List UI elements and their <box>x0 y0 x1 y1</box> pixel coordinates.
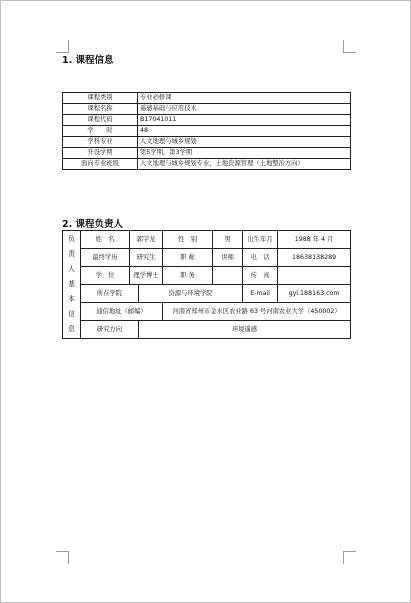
gender-value: 男 <box>213 231 243 249</box>
course-info-label: 课程名称 <box>63 104 138 115</box>
course-info-label: 学 时 <box>63 126 138 137</box>
college-value: 资源与环境学院 <box>139 285 243 303</box>
xuewei-value: 理学博士 <box>130 267 163 285</box>
course-info-value: B17041011 <box>138 115 351 126</box>
course-info-value: 人文地理与城乡规划 <box>138 137 351 148</box>
crop-mark-bottom-left <box>56 551 69 564</box>
course-info-row <box>63 148 351 159</box>
phone-label: 电 话 <box>243 249 278 267</box>
course-info-label: 学科专业 <box>63 137 138 148</box>
course-info-value: 遥感基础与应用技术 <box>138 104 351 115</box>
instructor-info-table <box>62 230 351 339</box>
xuewei-label: 学 位 <box>81 267 130 285</box>
crop-mark-top-right <box>343 40 356 53</box>
course-info-row <box>63 137 351 148</box>
course-info-row <box>63 126 351 137</box>
title-value: 讲师 <box>213 249 243 267</box>
birth-value: 1988 年 4 月 <box>278 231 351 249</box>
fax-label: 传 真 <box>243 267 278 285</box>
course-info-row <box>63 93 351 104</box>
course-info-value: 专业必修课 <box>138 93 351 104</box>
course-info-label: 课程类别 <box>63 93 138 104</box>
course-info-label: 课程代码 <box>63 115 138 126</box>
position-value <box>213 267 243 285</box>
title-label: 职 称 <box>163 249 213 267</box>
college-label: 所在学院 <box>81 285 139 303</box>
section2-heading: 2. 课程负责人 <box>62 219 124 230</box>
course-info-value: 第5学期，第3学期 <box>138 148 351 159</box>
research-label: 研究方向 <box>81 321 139 339</box>
address-label: 通信地址（邮编） <box>81 303 163 321</box>
course-info-label: 面向专业班级 <box>63 159 138 170</box>
degree-value: 研究生 <box>130 249 163 267</box>
name-value: 郭宇龙 <box>130 231 163 249</box>
research-value: 环境遥感 <box>139 321 351 339</box>
gender-label: 性 别 <box>163 231 213 249</box>
course-info-value: 人文地理与城乡规划专业，土地资源管理（土地整治方向） <box>138 159 351 170</box>
course-info-row <box>63 104 351 115</box>
basic-info-side-label: 负责人基本信息 <box>63 231 81 339</box>
birth-label: 出生年月 <box>243 231 278 249</box>
course-info-label: 开设学期 <box>63 148 138 159</box>
course-info-row <box>63 115 351 126</box>
fax-value <box>278 267 351 285</box>
phone-value: 18638138289 <box>278 249 351 267</box>
email-value: gyl.188163.com <box>278 285 351 303</box>
email-label: E-mail <box>243 285 278 303</box>
crop-mark-bottom-right <box>343 551 356 564</box>
section1-heading: 1. 课程信息 <box>62 55 114 66</box>
course-info-table <box>62 92 351 170</box>
degree-label: 最终学历 <box>81 249 130 267</box>
name-label: 姓 名 <box>81 231 130 249</box>
course-info-value: 48 <box>138 126 351 137</box>
address-value: 河南省郑州市金水区农业路 63 号河南农业大学（450002） <box>163 303 351 321</box>
position-label: 职 务 <box>163 267 213 285</box>
course-info-row <box>63 159 351 170</box>
